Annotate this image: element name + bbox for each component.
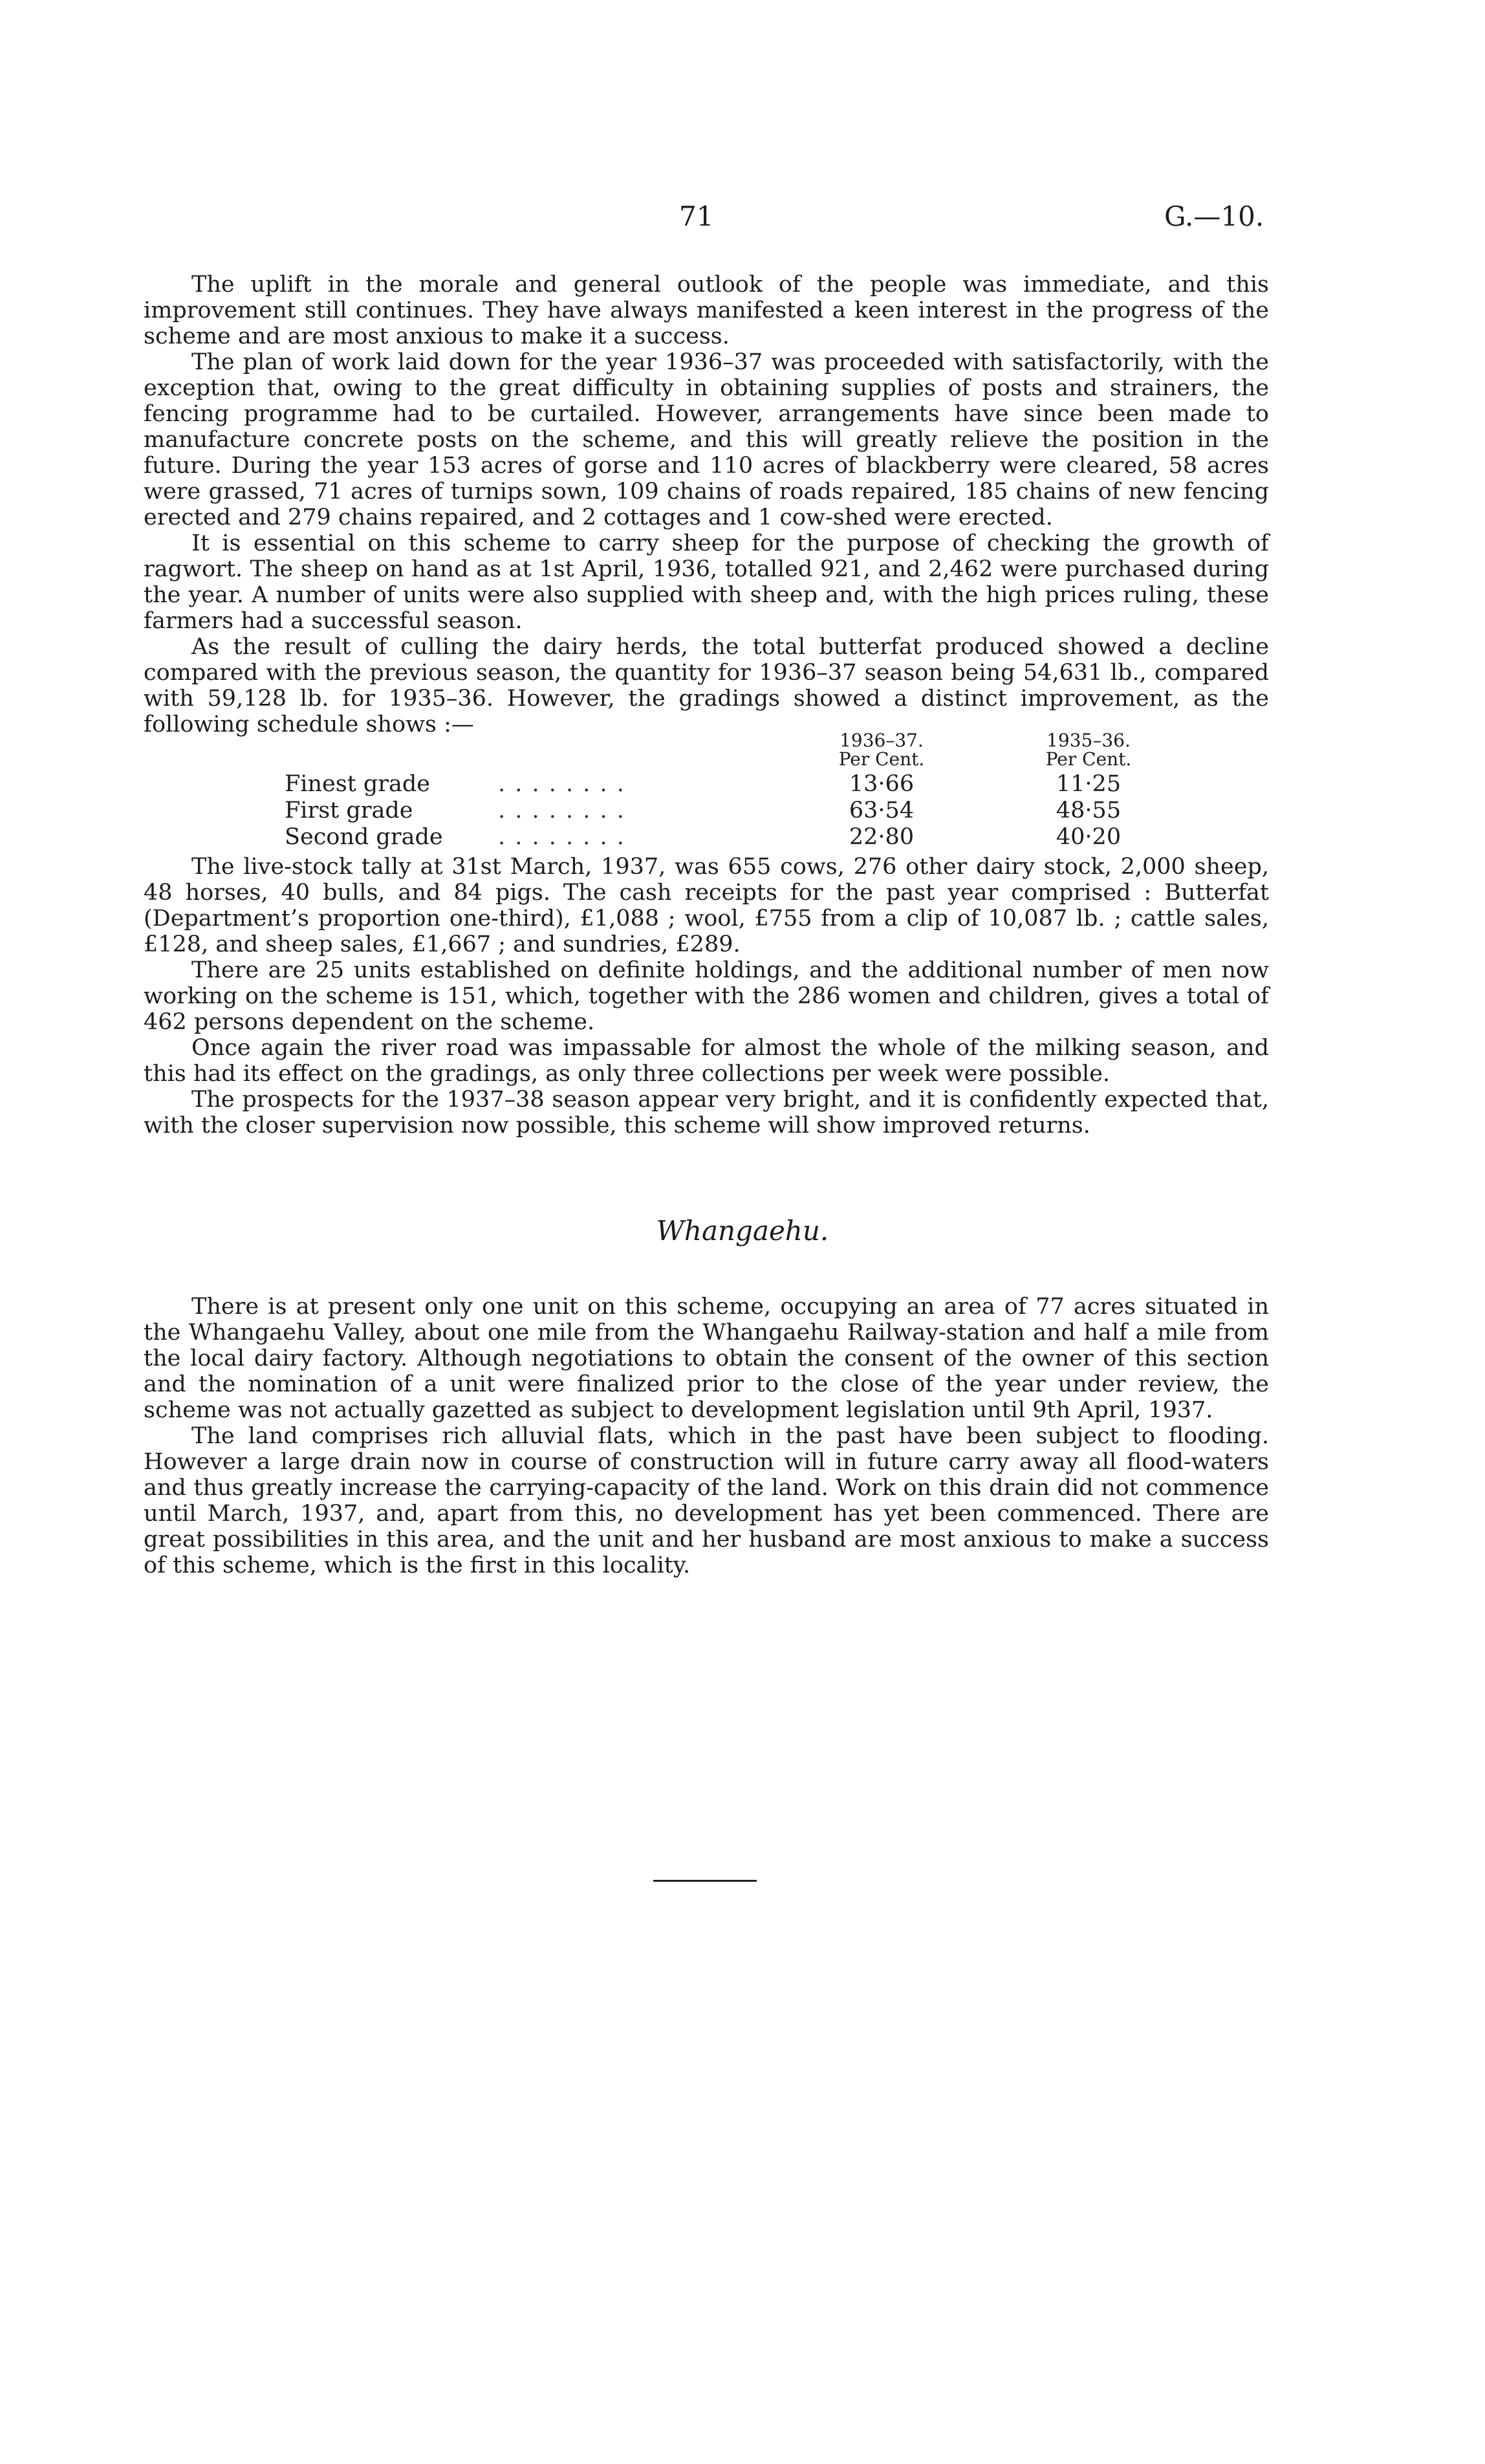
grading-row-finest — [285, 771, 1164, 798]
document-reference: G.—10. — [1164, 201, 1264, 232]
value-1936-37: 22·80 — [849, 824, 915, 850]
paragraph-plan-of-work: The plan of work laid down for the year 1936–37 was proceeded with satisfactorily, with the exception that, owing to the great difficulty in obtaining supplies of posts and strainers, the fencing programme had to be curtailed. However, arrangements have since been made to manufacture concrete posts on the scheme, and this will greatly relieve the position in the future. During the year 153 acres of gorse and 110 acres of blackberry were cleared, 58 acres were grassed, 71 acres of turnips sown, 109 chains of roads repaired, 185 chains of new fencing erected and 279 chains repaired, and 2 cottages and 1 cow-shed were erected. — [144, 349, 1269, 530]
paragraph-whangaehu-land: The land comprises rich alluvial flats, which in the past have been subject to flooding. However a large drain now in course of construction will in future carry away all flood-waters and thus greatly increase the carrying-capacity of the land. Work on this drain did not commence until March, 1937, and, apart from this, no development has yet been commenced. There are great possibilities in this area, and the unit and her husband are most anxious to make a success of this scheme, which is the first in this locality. — [144, 1423, 1269, 1578]
page-number: 71 — [679, 201, 714, 232]
column-unit-label: Per Cent. — [838, 748, 925, 770]
column-header-1936-37 — [830, 731, 933, 769]
paragraph-units-established: There are 25 units established on definite holdings, and the additional number of men now working on the scheme is 151, which, together with the 286 women and children, gives a total of 462 persons dependent on the scheme. — [144, 957, 1269, 1035]
value-1935-36: 40·20 — [1056, 824, 1122, 850]
grading-row-first — [285, 798, 1164, 824]
paragraph-prospects: The prospects for the 1937–38 season appear very bright, and it is confidently expected that, with the closer supervision now possible, this scheme will show improved returns. — [144, 1087, 1269, 1139]
grade-label: Finest grade — [285, 771, 431, 797]
value-1936-37: 13·66 — [849, 771, 915, 797]
dot-leader: . . . . . . . . — [498, 771, 625, 797]
grade-label: First grade — [285, 798, 413, 823]
grading-table — [285, 731, 1164, 851]
grade-label: Second grade — [285, 824, 443, 850]
paragraph-livestock-tally: The live-stock tally at 31st March, 1937, was 655 cows, 276 other dairy stock, 2,000 sheep, 48 horses, 40 bulls, and 84 pigs. The cash receipts for the past year comprised : Butterfat (Department’s proportion one-third), £1,088 ; wool, £755 from a clip of 10,087 lb. ; cattle sales, £128, and sheep sales, £1,667 ; and sundries, £289. — [144, 854, 1269, 957]
dot-leader: . . . . . . . . — [498, 824, 625, 850]
value-1935-36: 48·55 — [1056, 798, 1122, 823]
section-heading-whangaehu: Whangaehu. — [656, 1215, 829, 1247]
column-header-1935-36 — [1037, 731, 1140, 769]
paragraph-sheep: It is essential on this scheme to carry sheep for the purpose of checking the growth of ragwort. The sheep on hand as at 1st April, 1936, totalled 921, and 2,462 were purchased during the year. A number of units were also supplied with sheep and, with the high prices ruling, these farmers had a successful season. — [144, 530, 1269, 634]
end-rule-divider — [653, 1880, 757, 1882]
value-1936-37: 63·54 — [849, 798, 915, 823]
column-year-label: 1936–37. — [840, 730, 924, 751]
grading-row-second — [285, 824, 1164, 851]
page-header — [0, 201, 1485, 246]
value-1935-36: 11·25 — [1056, 771, 1122, 797]
paragraph-butterfat: As the result of culling the dairy herds, the total butterfat produced showed a decline compared with the previous season, the quantity for 1936–37 season being 54,631 lb., compared with 59,128 lb. for 1935–36. However, the gradings showed a distinct improvement, as the following schedule shows :— — [144, 634, 1269, 737]
scheme-report-text — [144, 272, 1269, 737]
paragraph-morale: The uplift in the morale and general outlook of the people was immediate, and this improvement still continues. They have always manifested a keen interest in the progress of the scheme and are most anxious to make it a success. — [144, 272, 1269, 349]
column-year-label: 1935–36. — [1046, 730, 1131, 751]
whangaehu-report-text — [144, 1294, 1269, 1578]
column-unit-label: Per Cent. — [1045, 748, 1132, 770]
paragraph-river-road: Once again the river road was impassable for almost the whole of the milking season, and this had its effect on the gradings, as only three collections per week were possible. — [144, 1035, 1269, 1087]
paragraph-whangaehu-unit: There is at present only one unit on this scheme, occupying an area of 77 acres situated in the Whangaehu Valley, about one mile from the Whangaehu Railway-station and half a mile from the local dairy factory. Although negotiations to obtain the consent of the owner of this section and the nomination of a unit were finalized prior to the close of the year under review, the scheme was not actually gazetted as subject to development legislation until 9th April, 1937. — [144, 1294, 1269, 1423]
grading-table-header — [285, 731, 1164, 771]
livestock-report-text — [144, 854, 1269, 1139]
dot-leader: . . . . . . . . — [498, 798, 625, 823]
